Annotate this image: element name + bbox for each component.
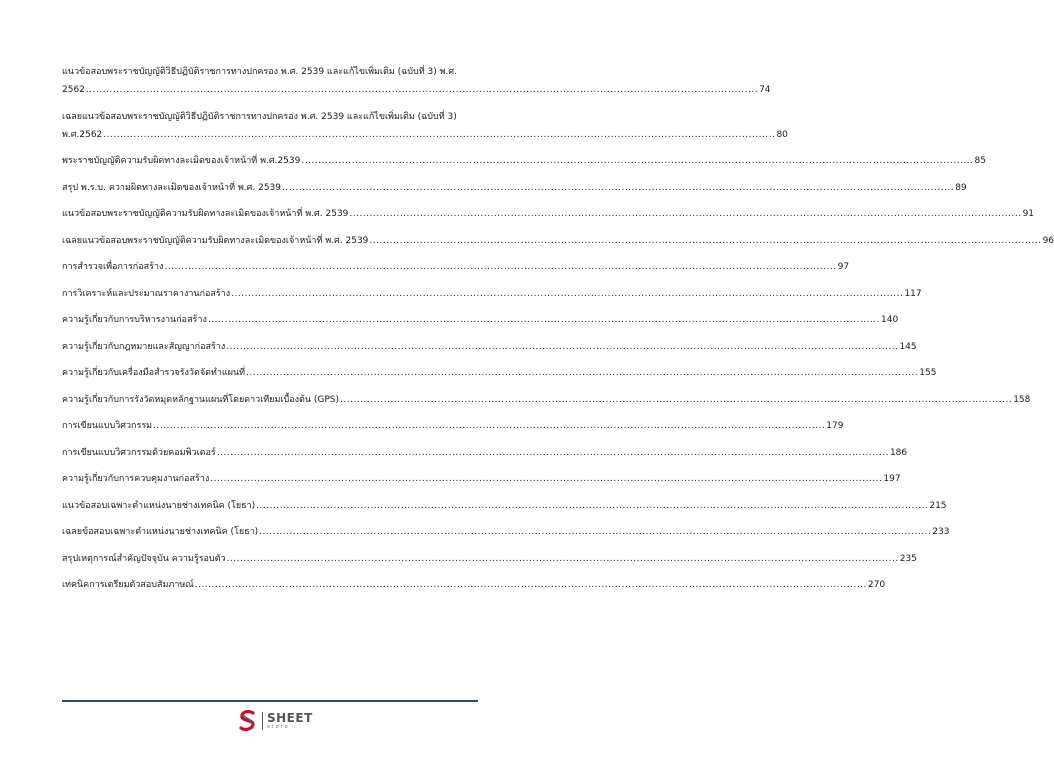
toc-entry-title: พ.ศ.2562 — [62, 129, 103, 140]
toc-leader-dots: ........................................................................................................................................................................................................ — [246, 368, 919, 378]
toc-leader-dots: ........................................................................................................................................................................................................ — [256, 500, 929, 511]
toc-entry-title: เฉลยแนวข้อสอบพระราชบัญญัติความรับผิดทางละเมิดของเจ้าหน้าที่ พ.ศ. 2539 — [62, 235, 369, 246]
toc-entry-title: ความรู้เกี่ยวกับการควบคุมงานก่อสร้าง — [62, 474, 210, 484]
footer-divider — [62, 700, 478, 702]
toc-leader-dots: ........................................................................................................................................................................................................ — [349, 209, 1022, 219]
toc-entry-title: ความรู้เกี่ยวกับเครื่องมือสำรวจรังวัดจัดทำแผนที่ — [62, 368, 246, 378]
toc-leader-dots: ........................................................................................................................................................................................................ — [194, 580, 867, 590]
toc-entry — [62, 155, 986, 167]
toc-leader-dots: ........................................................................................................................................................................................................ — [216, 447, 889, 458]
toc-entry-title: การเขียนแบบวิศวกรรมด้วยคอมพิวเตอร์ — [62, 447, 216, 458]
toc-entry-title: สรุปเหตุการณ์สำคัญปัจจุบัน ความรู้รอบตัว — [62, 553, 226, 564]
toc-page-number: 235 — [899, 553, 917, 564]
toc-entry-title-line1: เฉลยแนวข้อสอบพระราชบัญญัติวิธีปฏิบัติราชการทางปกครอง พ.ศ. 2539 และแก้ไขเพิ่มเติม (ฉบับที่ 3) — [62, 111, 457, 122]
toc-leader-dots: ........................................................................................................................................................................................................ — [85, 85, 759, 95]
toc-entry-title: การวิเคราะห์และประมาณราคางานก่อสร้าง — [62, 288, 231, 299]
toc-entry — [62, 473, 901, 485]
toc-entry-title-line1: แนวข้อสอบพระราชบัญญัติวิธีปฏิบัติราชการทางปกครอง พ.ศ. 2539 และแก้ไขเพิ่มเติม (ฉบับที่ 3) พ.ศ. — [62, 67, 457, 77]
sheet-store-logo — [238, 710, 313, 732]
toc-entry — [62, 394, 1031, 406]
toc-page-number: 74 — [759, 85, 771, 95]
logo-divider — [262, 712, 263, 730]
toc-entry-title: ความรู้เกี่ยวกับการรังวัดหมุดหลักฐานแผนที่โดยดาวเทียมเบื้องต้น (GPS) — [62, 394, 340, 405]
table-of-contents — [62, 66, 1054, 606]
toc-leader-dots: ........................................................................................................................................................................................................ — [153, 421, 826, 431]
toc-leader-dots: ........................................................................................................................................................................................................ — [340, 394, 1013, 405]
toc-entry — [62, 111, 788, 141]
toc-entry — [62, 500, 947, 512]
toc-leader-dots: ........................................................................................................................................................................................................ — [231, 288, 904, 299]
toc-entry — [62, 208, 1035, 220]
toc-entry-title: สรุป พ.ร.บ. ความผิดทางละเมิดของเจ้าหน้าที่ พ.ศ. 2539 — [62, 182, 282, 193]
toc-entry — [62, 341, 917, 353]
toc-entry-title: 2562 — [62, 85, 85, 95]
toc-leader-dots: ........................................................................................................................................................................................................ — [226, 341, 899, 352]
toc-entry-title: เฉลยข้อสอบเฉพาะตำแหน่งนายช่างเทคนิค (โยธา) — [62, 527, 259, 537]
toc-page-number: 80 — [776, 129, 788, 140]
toc-page-number: 117 — [904, 288, 922, 299]
sheet-store-logo-icon — [238, 710, 258, 732]
toc-entry — [62, 235, 1054, 247]
toc-leader-dots: ........................................................................................................................................................................................................ — [226, 553, 899, 564]
toc-entry — [62, 553, 917, 565]
toc-leader-dots: ........................................................................................................................................................................................................ — [369, 235, 1042, 246]
toc-entry — [62, 579, 886, 591]
toc-entry — [62, 288, 922, 300]
logo-subtitle: store — [267, 724, 290, 730]
toc-page-number: 233 — [932, 527, 950, 537]
toc-entry-title: ความรู้เกี่ยวกับการบริหารงานก่อสร้าง — [62, 315, 207, 325]
toc-page-number: 140 — [881, 315, 899, 325]
toc-page-number: 89 — [955, 182, 967, 193]
toc-page-number: 155 — [919, 368, 937, 378]
toc-entry — [62, 367, 937, 379]
toc-page-number: 85 — [974, 156, 986, 166]
toc-entry — [62, 447, 908, 459]
toc-page-number: 96 — [1042, 235, 1054, 246]
toc-leader-dots: ........................................................................................................................................................................................................ — [282, 182, 955, 193]
toc-page-number: 97 — [837, 262, 850, 272]
toc-page-number: 197 — [883, 474, 901, 484]
toc-entry-title: เทคนิคการเตรียมตัวสอบสัมภาษณ์ — [62, 580, 194, 590]
toc-leader-dots: ........................................................................................................................................................................................................ — [207, 315, 881, 325]
toc-page-number: 158 — [1013, 394, 1031, 405]
toc-leader-dots: ........................................................................................................................................................................................................ — [210, 474, 883, 484]
toc-page-number: 186 — [889, 447, 908, 458]
toc-page-number: 270 — [867, 580, 886, 590]
toc-page-number: 91 — [1022, 209, 1035, 219]
toc-leader-dots: ........................................................................................................................................................................................................ — [301, 156, 974, 166]
toc-page-number: 179 — [826, 421, 844, 431]
toc-entry-title: พระราชบัญญัติความรับผิดทางละเมิดของเจ้าหน้าที่ พ.ศ.2539 — [62, 156, 301, 166]
toc-entry-title: แนวข้อสอบพระราชบัญญัติความรับผิดทางละเมิดของเจ้าหน้าที่ พ.ศ. 2539 — [62, 209, 349, 219]
logo-wordmark: SHEET — [267, 711, 313, 725]
toc-entry — [62, 261, 850, 273]
toc-page-number: 215 — [929, 500, 947, 511]
toc-entry — [62, 66, 771, 96]
toc-leader-dots: ........................................................................................................................................................................................................ — [103, 129, 776, 140]
toc-entry — [62, 526, 950, 538]
toc-leader-dots: ........................................................................................................................................................................................................ — [259, 527, 932, 537]
toc-leader-dots: ........................................................................................................................................................................................................ — [164, 262, 837, 272]
toc-entry — [62, 182, 967, 194]
toc-entry-title: การเขียนแบบวิศวกรรม — [62, 421, 153, 431]
toc-page-number: 145 — [899, 341, 917, 352]
toc-entry-title: การสำรวจเพื่อการก่อสร้าง — [62, 262, 164, 272]
toc-entry — [62, 420, 844, 432]
toc-entry-title: แนวข้อสอบเฉพาะตำแหน่งนายช่างเทคนิค (โยธา) — [62, 500, 256, 511]
toc-entry-title: ความรู้เกี่ยวกับกฎหมายและสัญญาก่อสร้าง — [62, 341, 226, 352]
toc-entry — [62, 314, 899, 326]
